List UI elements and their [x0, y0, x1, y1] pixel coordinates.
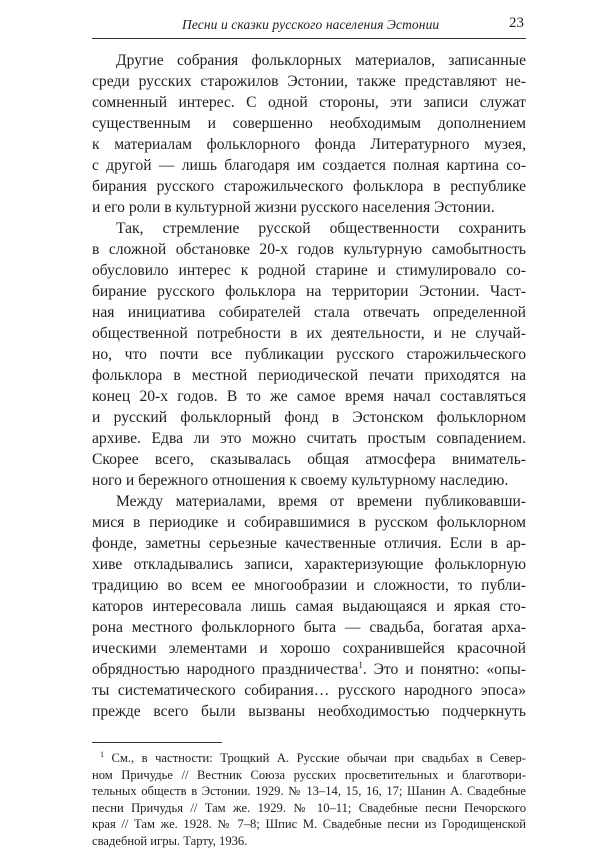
- paragraph-1: [92, 50, 526, 218]
- line-tail: . Это и понятно: «опы-: [362, 661, 526, 678]
- footnote-marker: 1: [100, 749, 104, 759]
- text-line-with-footnote: [92, 659, 526, 680]
- footnote-line: [92, 750, 526, 767]
- text-line: и русский фольклорный фонд в Эстонском фольклорном: [92, 409, 526, 426]
- footnote-text: См., в частности: Трощкий А. Русские обычаи при свадьбах в Север-: [111, 751, 527, 765]
- footnote-line: свадебной игры. Тарту, 1936.: [92, 833, 248, 848]
- text-line: ическими элементами и хорошо сохранившейся красочной: [92, 640, 526, 657]
- text-line: бирание русского фольклора на территории Эстонии. Част-: [92, 283, 526, 300]
- page-number: 23: [509, 15, 524, 31]
- text-line: обусловило интерес к родной старине и стимулировало со-: [92, 262, 526, 279]
- text-line: к материалам фольклорного фонда Литературного музея,: [92, 136, 526, 153]
- text-line: фонде, заметны серьезные качественные отличия. Если в ар-: [92, 535, 526, 552]
- text-line: хиве откладывались записи, характеризующие фольклорную: [92, 556, 526, 573]
- text-line: Так, стремление русской общественности сохранить: [116, 220, 526, 237]
- footnotes: [92, 750, 526, 850]
- running-title: Песни и сказки русского населения Эстонии: [182, 17, 440, 32]
- footnote-line: песни Причудья // Там же. 1929. № 10–11; Свадебные песни Печорского: [92, 800, 526, 815]
- text-line: Другие собрания фольклорных материалов, записанные: [116, 52, 526, 69]
- text-line: конец 20-х годов. В то же самое время начал составляться: [92, 388, 526, 405]
- text-line: среди русских старожилов Эстонии, также представляют не-: [92, 73, 526, 90]
- footnote-reference[interactable]: 1: [358, 659, 363, 670]
- paragraph-3: [92, 491, 526, 722]
- footnote-divider: [92, 742, 222, 743]
- book-page: [92, 14, 526, 850]
- text-line: сомненный интерес. С одной стороны, эти записи служат: [92, 94, 526, 111]
- text-line: прежде всего были вызваны необходимостью подчеркнуть: [92, 703, 526, 720]
- text-line: ная инициатива собирателей стала отвечать определенной: [92, 304, 526, 321]
- text-line: Между материалами, время от времени публиковавши-: [116, 493, 526, 510]
- page-header: [92, 14, 526, 39]
- text-line: фольклора в местной периодической печати приходятся на: [92, 367, 526, 384]
- text-line: но, что почти все публикации русского старожильческого: [92, 346, 526, 363]
- text-line: мися в периодике и собиравшимися в русском фольклорном: [92, 514, 526, 531]
- text-line: каторов интересовала лишь самая выдающаяся и яркая сто-: [92, 598, 526, 615]
- text-line: традицию во всем ее многообразии и сложности, то публи-: [92, 577, 526, 594]
- line-text: систематического собирания… русского народного эпоса»: [117, 682, 526, 699]
- text-line: бирания русского старожильческого фольклора в республике: [92, 178, 526, 195]
- text-line: Скорее всего, сказывалась общая атмосфера вниматель-: [92, 451, 526, 468]
- footnote-line: тельных обществ в Эстонии. 1929. № 13–14, 15, 16, 17; Шанин А. Свадебные: [92, 784, 526, 799]
- text-line: общественной потребности в их деятельности, и не случай-: [92, 325, 526, 342]
- paragraph-2: [92, 218, 526, 491]
- text-line: и его роли в культурной жизни русского населения Эстонии.: [92, 199, 495, 216]
- text-line: ного и бережного отношения к своему культурному наследию.: [92, 472, 509, 489]
- line-text: обрядностью народного праздничества: [92, 661, 359, 678]
- text-line: архиве. Едва ли это можно считать простым совпадением.: [92, 430, 526, 447]
- text-line: рона местного фольклорного быта — свадьба, богатая арха-: [92, 619, 526, 636]
- footnote-line: ном Причудье // Вестник Союза русских просветительных и благотвори-: [92, 767, 526, 782]
- text-line: [92, 680, 526, 701]
- text-line: существенным и совершенно необходимым дополнением: [92, 115, 526, 132]
- text-line: в сложной обстановке 20-х годов культурную самобытность: [92, 241, 526, 258]
- footnote-line: края // Там же. 1928. № 7–8; Шпис М. Свадебные песни из Городищенской: [92, 817, 526, 832]
- line-lead: ты: [92, 682, 118, 699]
- body-text: [92, 50, 526, 722]
- text-line: с другой — лишь благодаря им создается полная картина со-: [92, 157, 526, 174]
